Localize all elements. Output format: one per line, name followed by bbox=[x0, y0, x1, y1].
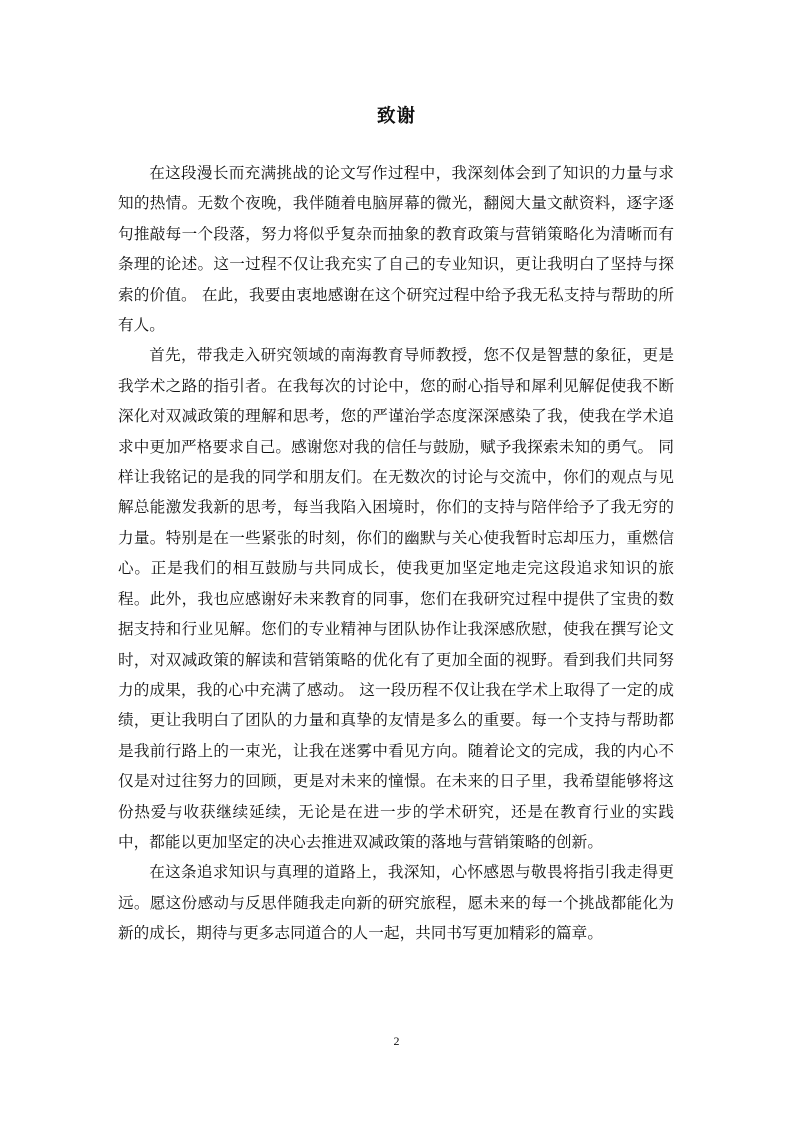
paragraph-thanks: 首先，带我走入研究领域的南海教育导师教授，您不仅是智慧的象征，更是我学术之路的指引者。在我每次的讨论中，您的耐心指导和犀利见解促使我不断深化对双减政策的理解和思考，您的严谨治学态度深深感染了我，使我在学术追求中更加严格要求自己。感谢您对我的信任与鼓励，赋予我探索未知的勇气。 同样让我铭记的是我的同学和朋友们。在无数次的讨论与交流中，你们的观点与见解总能激发我新的思考，每当我陷入困境时，你们的支持与陪伴给予了我无穷的力量。特别是在一些紧张的时刻，你们的幽默与关心使我暂时忘却压力，重燃信心。正是我们的相互鼓励与共同成长，使我更加坚定地走完这段追求知识的旅程。此外，我也应感谢好未来教育的同事，您们在我研究过程中提供了宝贵的数据支持和行业见解。您们的专业精神与团队协作让我深感欣慰，使我在撰写论文时，对双减政策的解读和营销策略的优化有了更加全面的视野。看到我们共同努力的成果，我的心中充满了感动。 这一段历程不仅让我在学术上取得了一定的成绩，更让我明白了团队的力量和真挚的友情是多么的重要。每一个支持与帮助都是我前行路上的一束光，让我在迷雾中看见方向。随着论文的完成，我的内心不仅是对过往努力的回顾，更是对未来的憧憬。在未来的日子里，我希望能够将这份热爱与收获继续延续，无论是在进一步的学术研究，还是在教育行业的实践中，都能以更加坚定的决心去推进双减政策的落地与营销策略的创新。 bbox=[118, 346, 674, 851]
paragraph-intro: 在这段漫长而充满挑战的论文写作过程中，我深刻体会到了知识的力量与求知的热情。无数个夜晚，我伴随着电脑屏幕的微光，翻阅大量文献资料，逐字逐句推敲每一个段落，努力将似乎复杂而抽象的教育政策与营销策略化为清晰而有条理的论述。这一过程不仅让我充实了自己的专业知识，更让我明白了坚持与探索的价值。 在此，我要由衷地感谢在这个研究过程中给予我无私支持与帮助的所有人。 bbox=[118, 164, 674, 335]
paragraph-closing: 在这条追求知识与真理的道路上，我深知，心怀感恩与敬畏将指引我走得更远。愿这份感动与反思伴随我走向新的研究旅程，愿未来的每一个挑战都能化为新的成长，期待与更多志同道合的人一起，共同书写更加精彩的篇章。 bbox=[118, 863, 674, 943]
page-title: 致谢 bbox=[376, 106, 416, 127]
body-text bbox=[118, 158, 674, 949]
page-number: 2 bbox=[393, 1034, 400, 1048]
